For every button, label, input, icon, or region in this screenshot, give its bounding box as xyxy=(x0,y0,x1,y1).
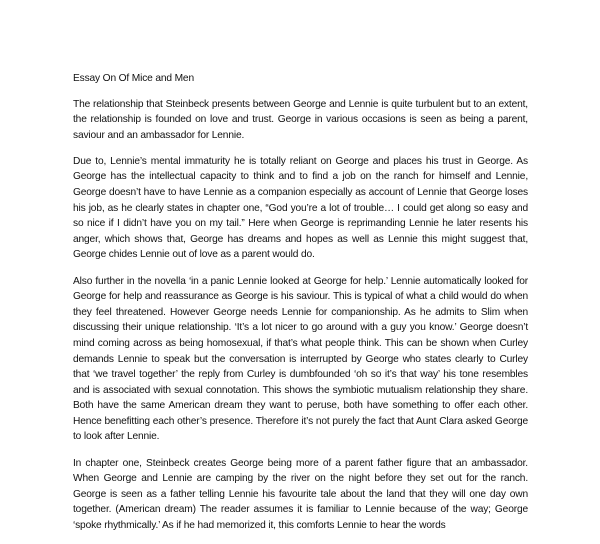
paragraph-2: Due to, Lennie’s mental immaturity he is totally reliant on George and places his trust in George. As George has the intellectual capacity to think and to find a job on the ranch for himself and Lennie, George doesn’t have to have Lennie as a companion especially as account of Lennie that George loses his job, as he clearly states in chapter one, “God you’re a lot of trouble… I could get along so easy and so nice if I didn’t have you on my tail.” Here when George is reprimanding Lennie he later resents his anger, which shows that, George has dreams and hopes as well as Lennie this might suggest that, George chides Lennie out of love as a parent would do. xyxy=(73,155,528,261)
document-title: Essay On Of Mice and Men xyxy=(73,73,194,84)
document-page xyxy=(73,71,528,544)
paragraph-3: Also further in the novella ‘in a panic Lennie looked at George for help.’ Lennie automatically looked for George for help and reassurance as George is his saviour. This is typical of what a child would do when they feel threatened. However George needs Lennie for companionship. As he admits to Slim when discussing their unique relationship. ‘It’s a lot nicer to go around with a guy you know.’ George doesn’t mind coming across as being homosexual, if that’s what people think. This can be shown when Curley demands Lennie to speak but the conversation is interrupted by George who states clearly to Curley that ‘we travel together’ the reply from Curley is dumbfounded ‘oh so it’s that way’ his tone resembles and is associated with sexual connotation. This shows the symbiotic mutualism relationship they share. Both have the same American dream they want to peruse, both have something to offer each other. Hence benefitting each other’s presence. Therefore it’s not purely the fact that Aunt Clara asked George to look after Lennie. xyxy=(73,275,528,443)
paragraph-1: The relationship that Steinbeck presents between George and Lennie is quite turbulent but to an extent, the relationship is founded on love and trust. George in various occasions is seen as being a parent, saviour and an ambassador for Lennie. xyxy=(73,98,528,141)
paragraph-4: In chapter one, Steinbeck creates George being more of a parent father figure that an ambassador. When George and Lennie are camping by the river on the night before they set out for the ranch. George is seen as a father telling Lennie his favourite tale about the land that they will one day own together. (American dream) The reader assumes it is familiar to Lennie because of the way; George ‘spoke rhythmically.’ As if he had memorized it, this comforts Lennie to hear the words xyxy=(73,457,528,531)
